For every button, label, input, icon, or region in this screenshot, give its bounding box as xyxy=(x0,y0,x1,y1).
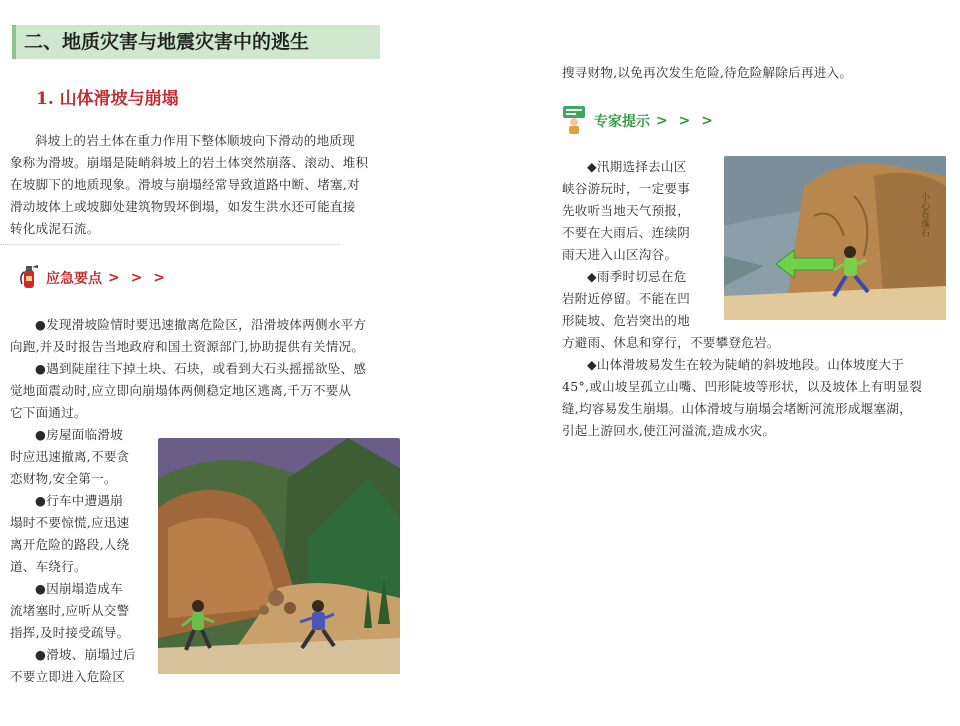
emergency-arrows: > > > xyxy=(108,270,168,286)
narrow-line: 流堵塞时,应听从交警 xyxy=(10,603,130,618)
emergency-line: ●发现滑坡险情时要迅速撤离危险区，沿滑坡体两侧水平方 xyxy=(35,317,367,332)
emergency-paragraph xyxy=(10,314,404,424)
expert-arrows: > > > xyxy=(656,113,716,129)
rock-cliff-illustration xyxy=(724,156,946,320)
landslide-illustration xyxy=(158,438,400,674)
emergency-line: 向跑,并及时报告当地政府和国土资源部门,协助提供有关情况。 xyxy=(10,339,365,354)
expert-narrow-line: 先收听当地天气预报， xyxy=(562,203,691,218)
emergency-line: ●遇到陡崖往下掉土块、石块，或看到大石头摇摇欲坠、感 xyxy=(35,361,367,376)
expert-narrow-paragraph xyxy=(562,156,720,332)
intro-line: 斜坡上的岩土体在重力作用下整体顺坡向下滑动的地质现 xyxy=(35,133,356,148)
narrow-line: 恋财物,安全第一。 xyxy=(10,471,117,486)
intro-line: 在坡脚下的地质现象。滑坡与崩塌经常导致道路中断、堵塞,对 xyxy=(10,177,360,192)
narrow-line: ●因崩塌造成车 xyxy=(35,581,124,596)
expert-narrow-line: ◆雨季时切忌在危 xyxy=(587,269,687,284)
intro-line: 滑动坡体上或坡脚处建筑物毁坏倒塌，如发生洪水还可能直接 xyxy=(10,199,356,214)
narrow-line: 时应迅速撤离,不要贪 xyxy=(10,449,130,464)
intro-line: 象称为滑坡。崩塌是陡峭斜坡上的岩土体突然崩落、滚动、堆积 xyxy=(10,155,369,170)
narrow-line: 塌时不要惊慌,应迅速 xyxy=(10,515,130,530)
intro-paragraph xyxy=(10,130,402,240)
expert-label xyxy=(560,104,716,138)
expert-label-text: 专家提示 xyxy=(594,114,650,130)
expert-narrow-line: 雨天进入山区沟谷。 xyxy=(562,247,678,262)
narrow-line: 指挥,及时接受疏导。 xyxy=(10,625,130,640)
narrow-line: ●行车中遭遇崩 xyxy=(35,493,124,508)
expert-narrow-line: 形陡坡、危岩突出的地 xyxy=(562,313,691,328)
continuation-line: 搜寻财物,以免再次发生危险,待危险解除后再进入。 xyxy=(562,65,853,80)
expert-narrow-line: 不要在大雨后、连续阴 xyxy=(562,225,691,240)
narrow-line: 离开危险的路段,人绕 xyxy=(10,537,130,552)
emergency-line: 觉地面震动时,应立即向崩塌体两侧稳定地区逃离,千万不要从 xyxy=(10,383,352,398)
narrow-line: 道、车绕行。 xyxy=(10,559,87,574)
emergency-line: 它下面通过。 xyxy=(10,405,87,420)
emergency-label-text: 应急要点 xyxy=(46,271,102,287)
narrow-line: ●房屋面临滑坡 xyxy=(35,427,124,442)
expert-full-paragraph xyxy=(562,332,954,442)
expert-full-line: 45°,或山坡呈孤立山嘴、凹形陡坡等形状，以及坡体上有明显裂 xyxy=(562,379,923,394)
rock-sign-text: 小心有落石 xyxy=(919,192,929,237)
expert-full-line: ◆山体滑坡易发生在较为陡峭的斜坡地段。山体坡度大于 xyxy=(587,357,905,372)
narrow-line: 不要立即进入危险区 xyxy=(10,669,126,684)
expert-narrow-line: 峡谷游玩时，一定要事 xyxy=(562,181,691,196)
narrow-paragraph xyxy=(10,424,158,688)
expert-icon xyxy=(560,104,588,138)
narrow-line: ●滑坡、崩塌过后 xyxy=(35,647,136,662)
section-title: 二、地质灾害与地震灾害中的逃生 xyxy=(12,25,380,59)
emergency-label xyxy=(18,262,168,294)
intro-line: 转化成泥石流。 xyxy=(10,221,100,236)
divider xyxy=(0,244,340,246)
fire-extinguisher-icon xyxy=(18,262,40,294)
expert-full-line: 方避雨、休息和穿行，不要攀登危岩。 xyxy=(562,335,780,350)
expert-full-line: 缝,均容易发生崩塌。山体滑坡与崩塌会堵断河流形成堰塞湖， xyxy=(562,401,912,416)
expert-narrow-line: 岩附近停留。不能在凹 xyxy=(562,291,691,306)
expert-narrow-line: ◆汛期选择去山区 xyxy=(587,159,687,174)
expert-full-line: 引起上游回水,使江河溢流,造成水灾。 xyxy=(562,423,776,438)
subsection-title: 1. 山体滑坡与崩塌 xyxy=(36,89,179,109)
